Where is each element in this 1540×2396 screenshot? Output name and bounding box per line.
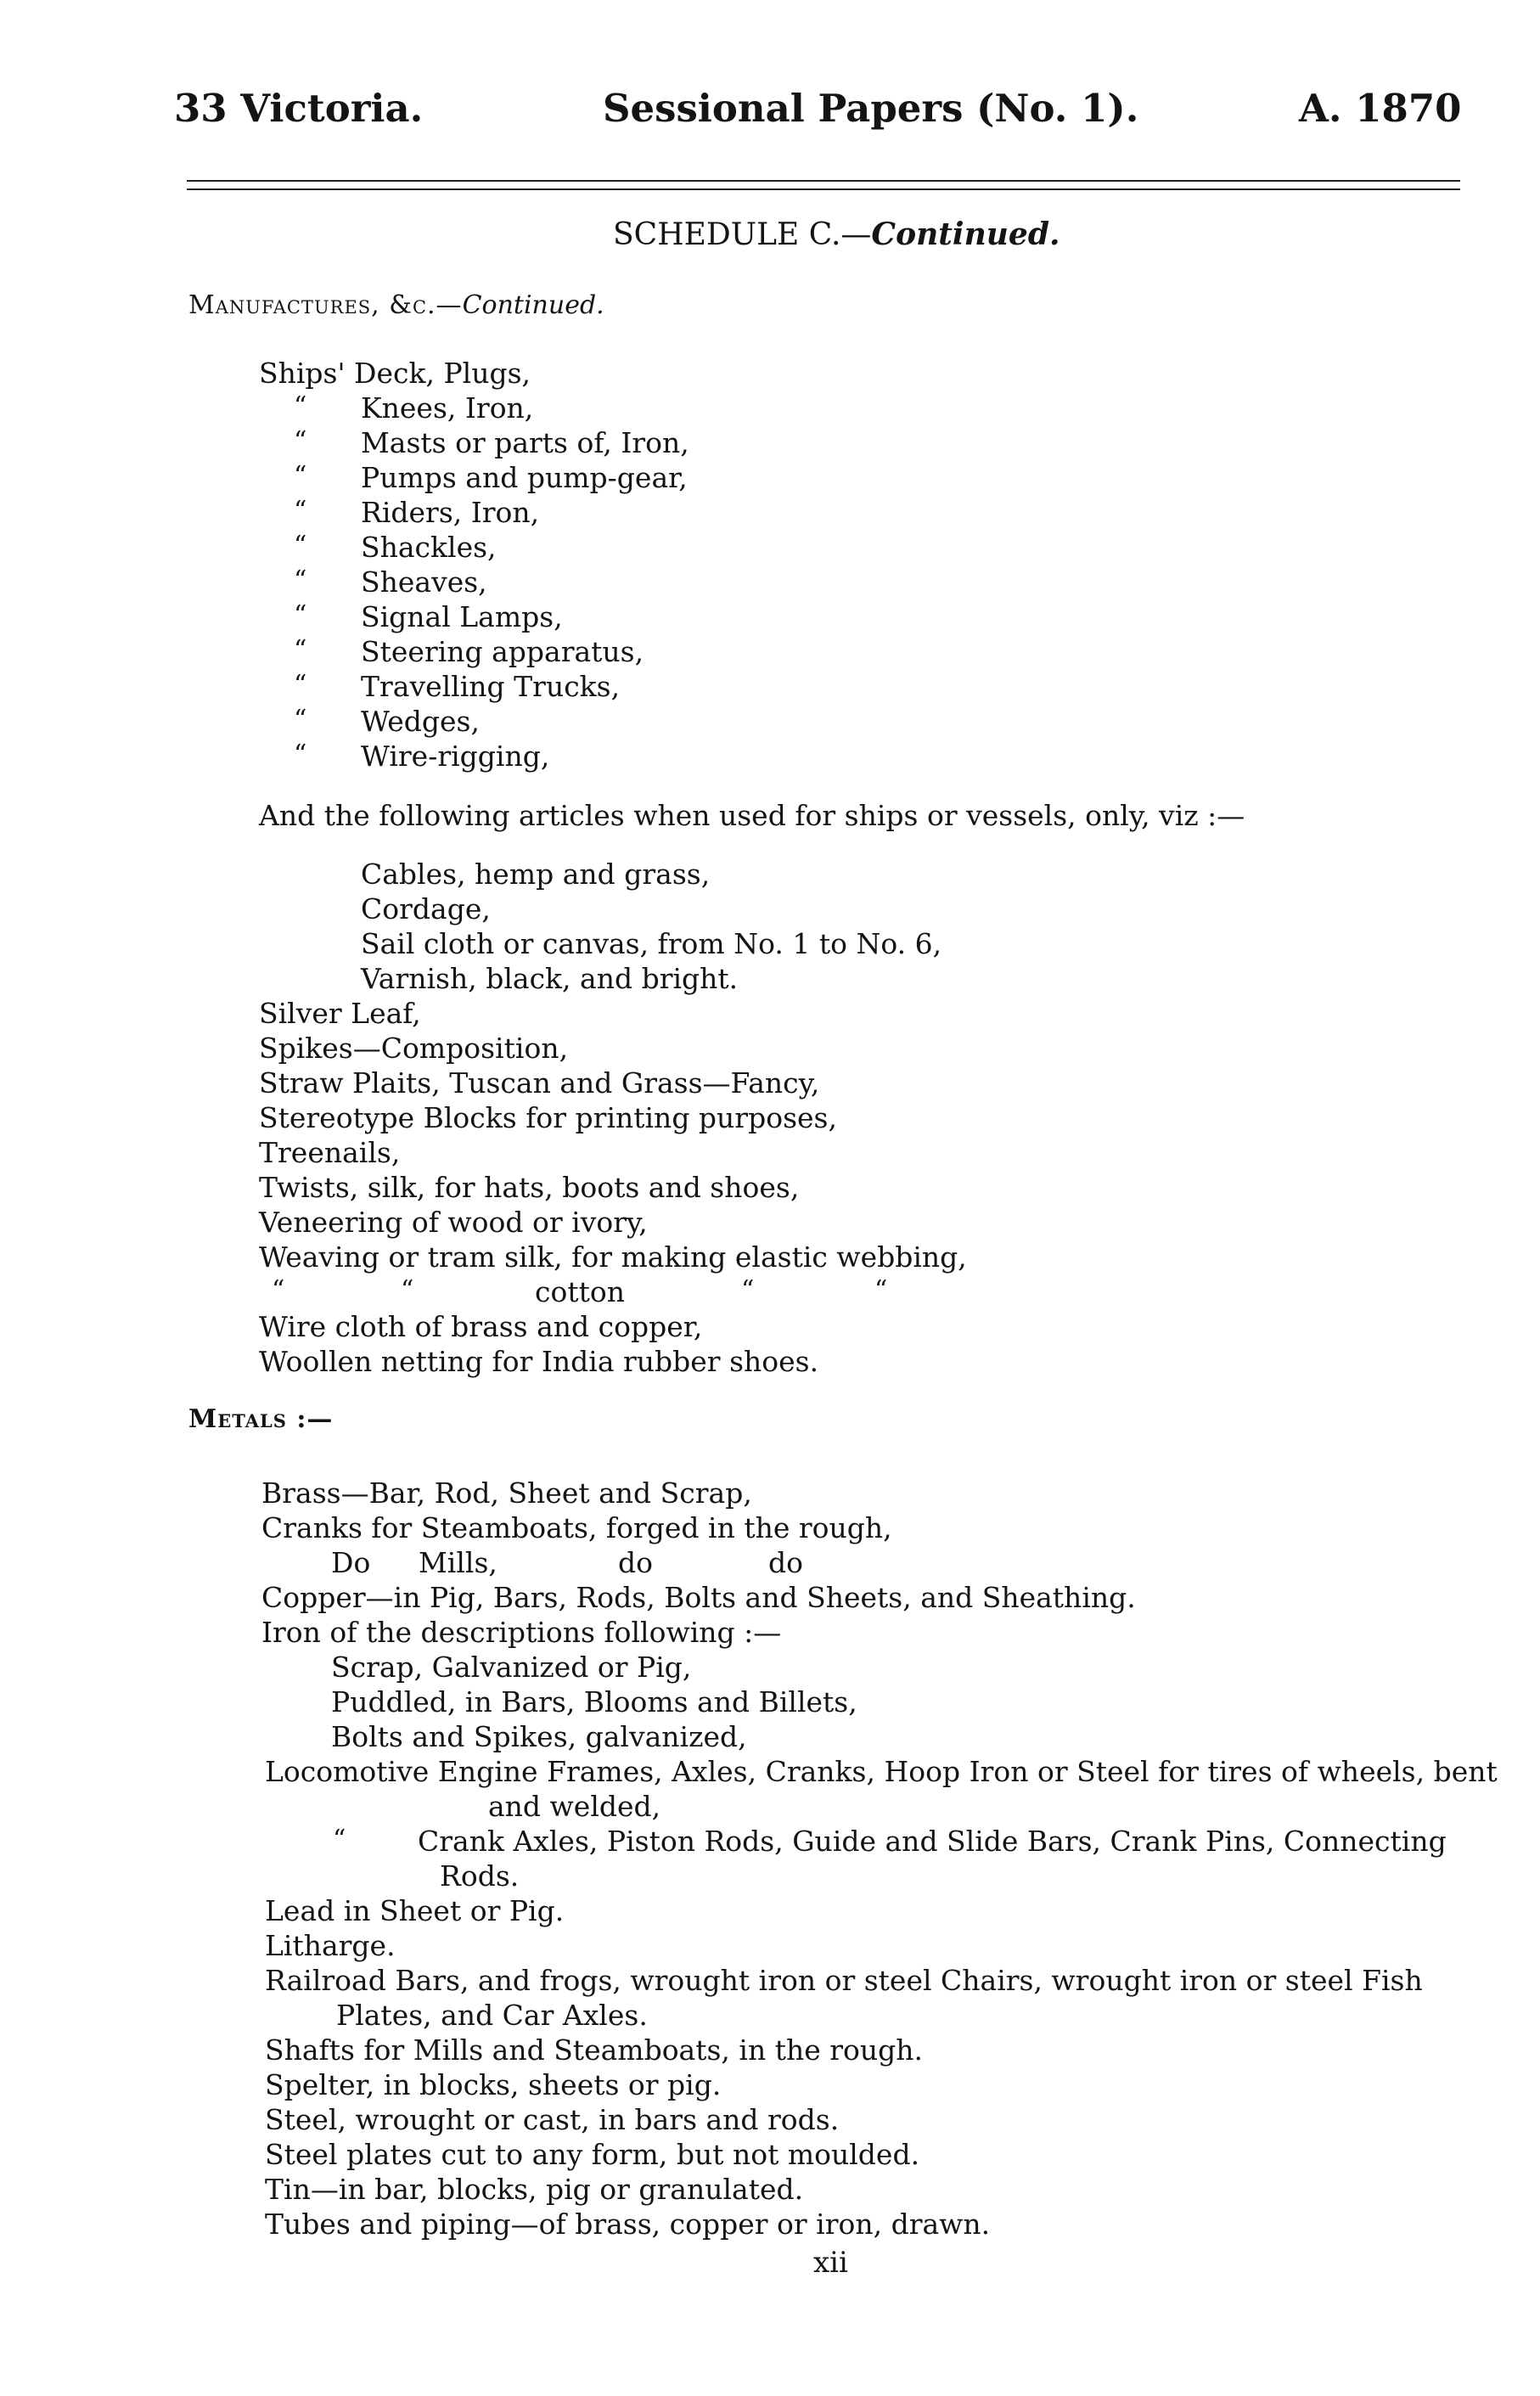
vessels-item: Cables, hemp and grass, (361, 858, 711, 891)
vessels-intro: And the following articles when used for ships or vessels, only, viz :— (259, 799, 1245, 832)
header-title: Sessional Papers (No. 1). (603, 86, 1139, 131)
metals-item: Shafts for Mills and Steamboats, in the rough. (265, 2033, 924, 2067)
cotton-word: cotton (535, 1275, 625, 1308)
copper-line: Copper—in Pig, Bars, Rods, Bolts and Sheets, and Sheathing. (261, 1581, 1136, 1614)
ships-item: Wedges, (361, 705, 480, 738)
ships-deck-line: Ships' Deck, Plugs, (259, 357, 531, 390)
ditto-mark: “ (874, 1275, 888, 1305)
mills-do: do (618, 1546, 653, 1579)
metals-item: Brass—Bar, Rod, Sheet and Scrap, (261, 1476, 752, 1510)
ditto-mark: “ (294, 565, 307, 595)
mills-do: do (768, 1546, 803, 1579)
manufactures-item: Spikes—Composition, (259, 1032, 569, 1065)
ditto-mark: “ (294, 461, 307, 491)
ditto-mark: “ (294, 670, 307, 700)
manufactures-heading-continued: Continued. (462, 290, 604, 320)
schedule-title-continued: Continued. (871, 217, 1060, 252)
manufactures-item: Treenails, (259, 1136, 401, 1169)
ships-item: Pumps and pump-gear, (361, 461, 688, 494)
ditto-mark: “ (294, 531, 307, 560)
iron-item: Scrap, Galvanized or Pig, (331, 1651, 692, 1684)
vessels-item: Cordage, (361, 892, 491, 925)
schedule-title (613, 219, 1060, 250)
page-number: xii (813, 2246, 848, 2280)
header-session: 33 Victoria. (174, 86, 424, 131)
manufactures-item: Weaving or tram silk, for making elastic webbing, (259, 1240, 967, 1274)
litharge-line: Litharge. (265, 1929, 396, 1962)
manufactures-heading (188, 290, 604, 320)
mills-word: Mills, (419, 1546, 497, 1579)
crank-line-cont: Rods. (440, 1859, 520, 1893)
ditto-mark: “ (294, 391, 307, 421)
ditto-mark: “ (294, 426, 307, 456)
ditto-mark: “ (741, 1275, 755, 1305)
ditto-mark: “ (294, 496, 307, 526)
railroad-line: Railroad Bars, and frogs, wrought iron or steel Chairs, wrought iron or steel Fish (265, 1964, 1423, 1997)
crank-line: Crank Axles, Piston Rods, Guide and Slide Bars, Crank Pins, Connecting (418, 1825, 1447, 1858)
ditto-mark: “ (401, 1275, 414, 1305)
ships-item: Signal Lamps, (361, 600, 563, 633)
manufactures-item: Woollen netting for India rubber shoes. (259, 1345, 819, 1378)
ditto-mark: “ (294, 740, 307, 769)
ships-item: Wire-rigging, (361, 740, 550, 773)
manufactures-item: Wire cloth of brass and copper, (259, 1310, 703, 1343)
lead-line: Lead in Sheet or Pig. (265, 1894, 565, 1927)
ditto-mark: “ (294, 600, 307, 630)
ditto-mark: “ (294, 705, 307, 734)
metals-item: Steel plates cut to any form, but not moulded. (265, 2138, 920, 2171)
locomotive-line-cont: and welded, (488, 1790, 661, 1823)
metals-item: Tin—in bar, blocks, pig or granulated. (265, 2173, 804, 2206)
ships-item: Knees, Iron, (361, 391, 534, 425)
ditto-mark: “ (294, 635, 307, 665)
manufactures-item: Twists, silk, for hats, boots and shoes, (259, 1171, 800, 1204)
mills-do: Do (331, 1546, 371, 1579)
header-rule-top (187, 180, 1460, 182)
ships-item: Riders, Iron, (361, 496, 540, 529)
metals-heading: Metals :— (188, 1404, 334, 1434)
schedule-title-main: SCHEDULE C.— (613, 217, 872, 252)
header-rule-bottom (187, 188, 1460, 190)
manufactures-heading-main: Manufactures, &c.— (188, 290, 463, 320)
iron-item: Puddled, in Bars, Blooms and Billets, (331, 1685, 857, 1718)
railroad-line-cont: Plates, and Car Axles. (336, 1999, 648, 2032)
ships-item: Shackles, (361, 531, 497, 564)
ditto-mark: “ (272, 1275, 285, 1305)
manufactures-item: Straw Plaits, Tuscan and Grass—Fancy, (259, 1066, 820, 1100)
ships-item: Travelling Trucks, (361, 670, 621, 703)
header-year: A. 1870 (1299, 86, 1462, 131)
locomotive-line: Locomotive Engine Frames, Axles, Cranks, Hoop Iron or Steel for tires of wheels, bent (265, 1755, 1498, 1788)
vessels-item: Sail cloth or canvas, from No. 1 to No. 6, (361, 927, 942, 960)
vessels-item: Varnish, black, and bright. (361, 962, 739, 995)
manufactures-item: Stereotype Blocks for printing purposes, (259, 1101, 837, 1134)
ditto-mark: “ (333, 1825, 346, 1854)
iron-intro: Iron of the descriptions following :— (261, 1616, 782, 1649)
ships-item: Masts or parts of, Iron, (361, 426, 689, 459)
metals-item: Steel, wrought or cast, in bars and rods. (265, 2103, 840, 2136)
metals-item: Spelter, in blocks, sheets or pig. (265, 2068, 722, 2101)
ships-item: Sheaves, (361, 565, 487, 599)
manufactures-item: Silver Leaf, (259, 997, 421, 1030)
metals-item: Cranks for Steamboats, forged in the rough, (261, 1511, 892, 1544)
manufactures-item: Veneering of wood or ivory, (259, 1206, 648, 1239)
ships-item: Steering apparatus, (361, 635, 644, 668)
metals-item: Tubes and piping—of brass, copper or iron, drawn. (265, 2208, 991, 2241)
iron-item: Bolts and Spikes, galvanized, (331, 1720, 747, 1753)
